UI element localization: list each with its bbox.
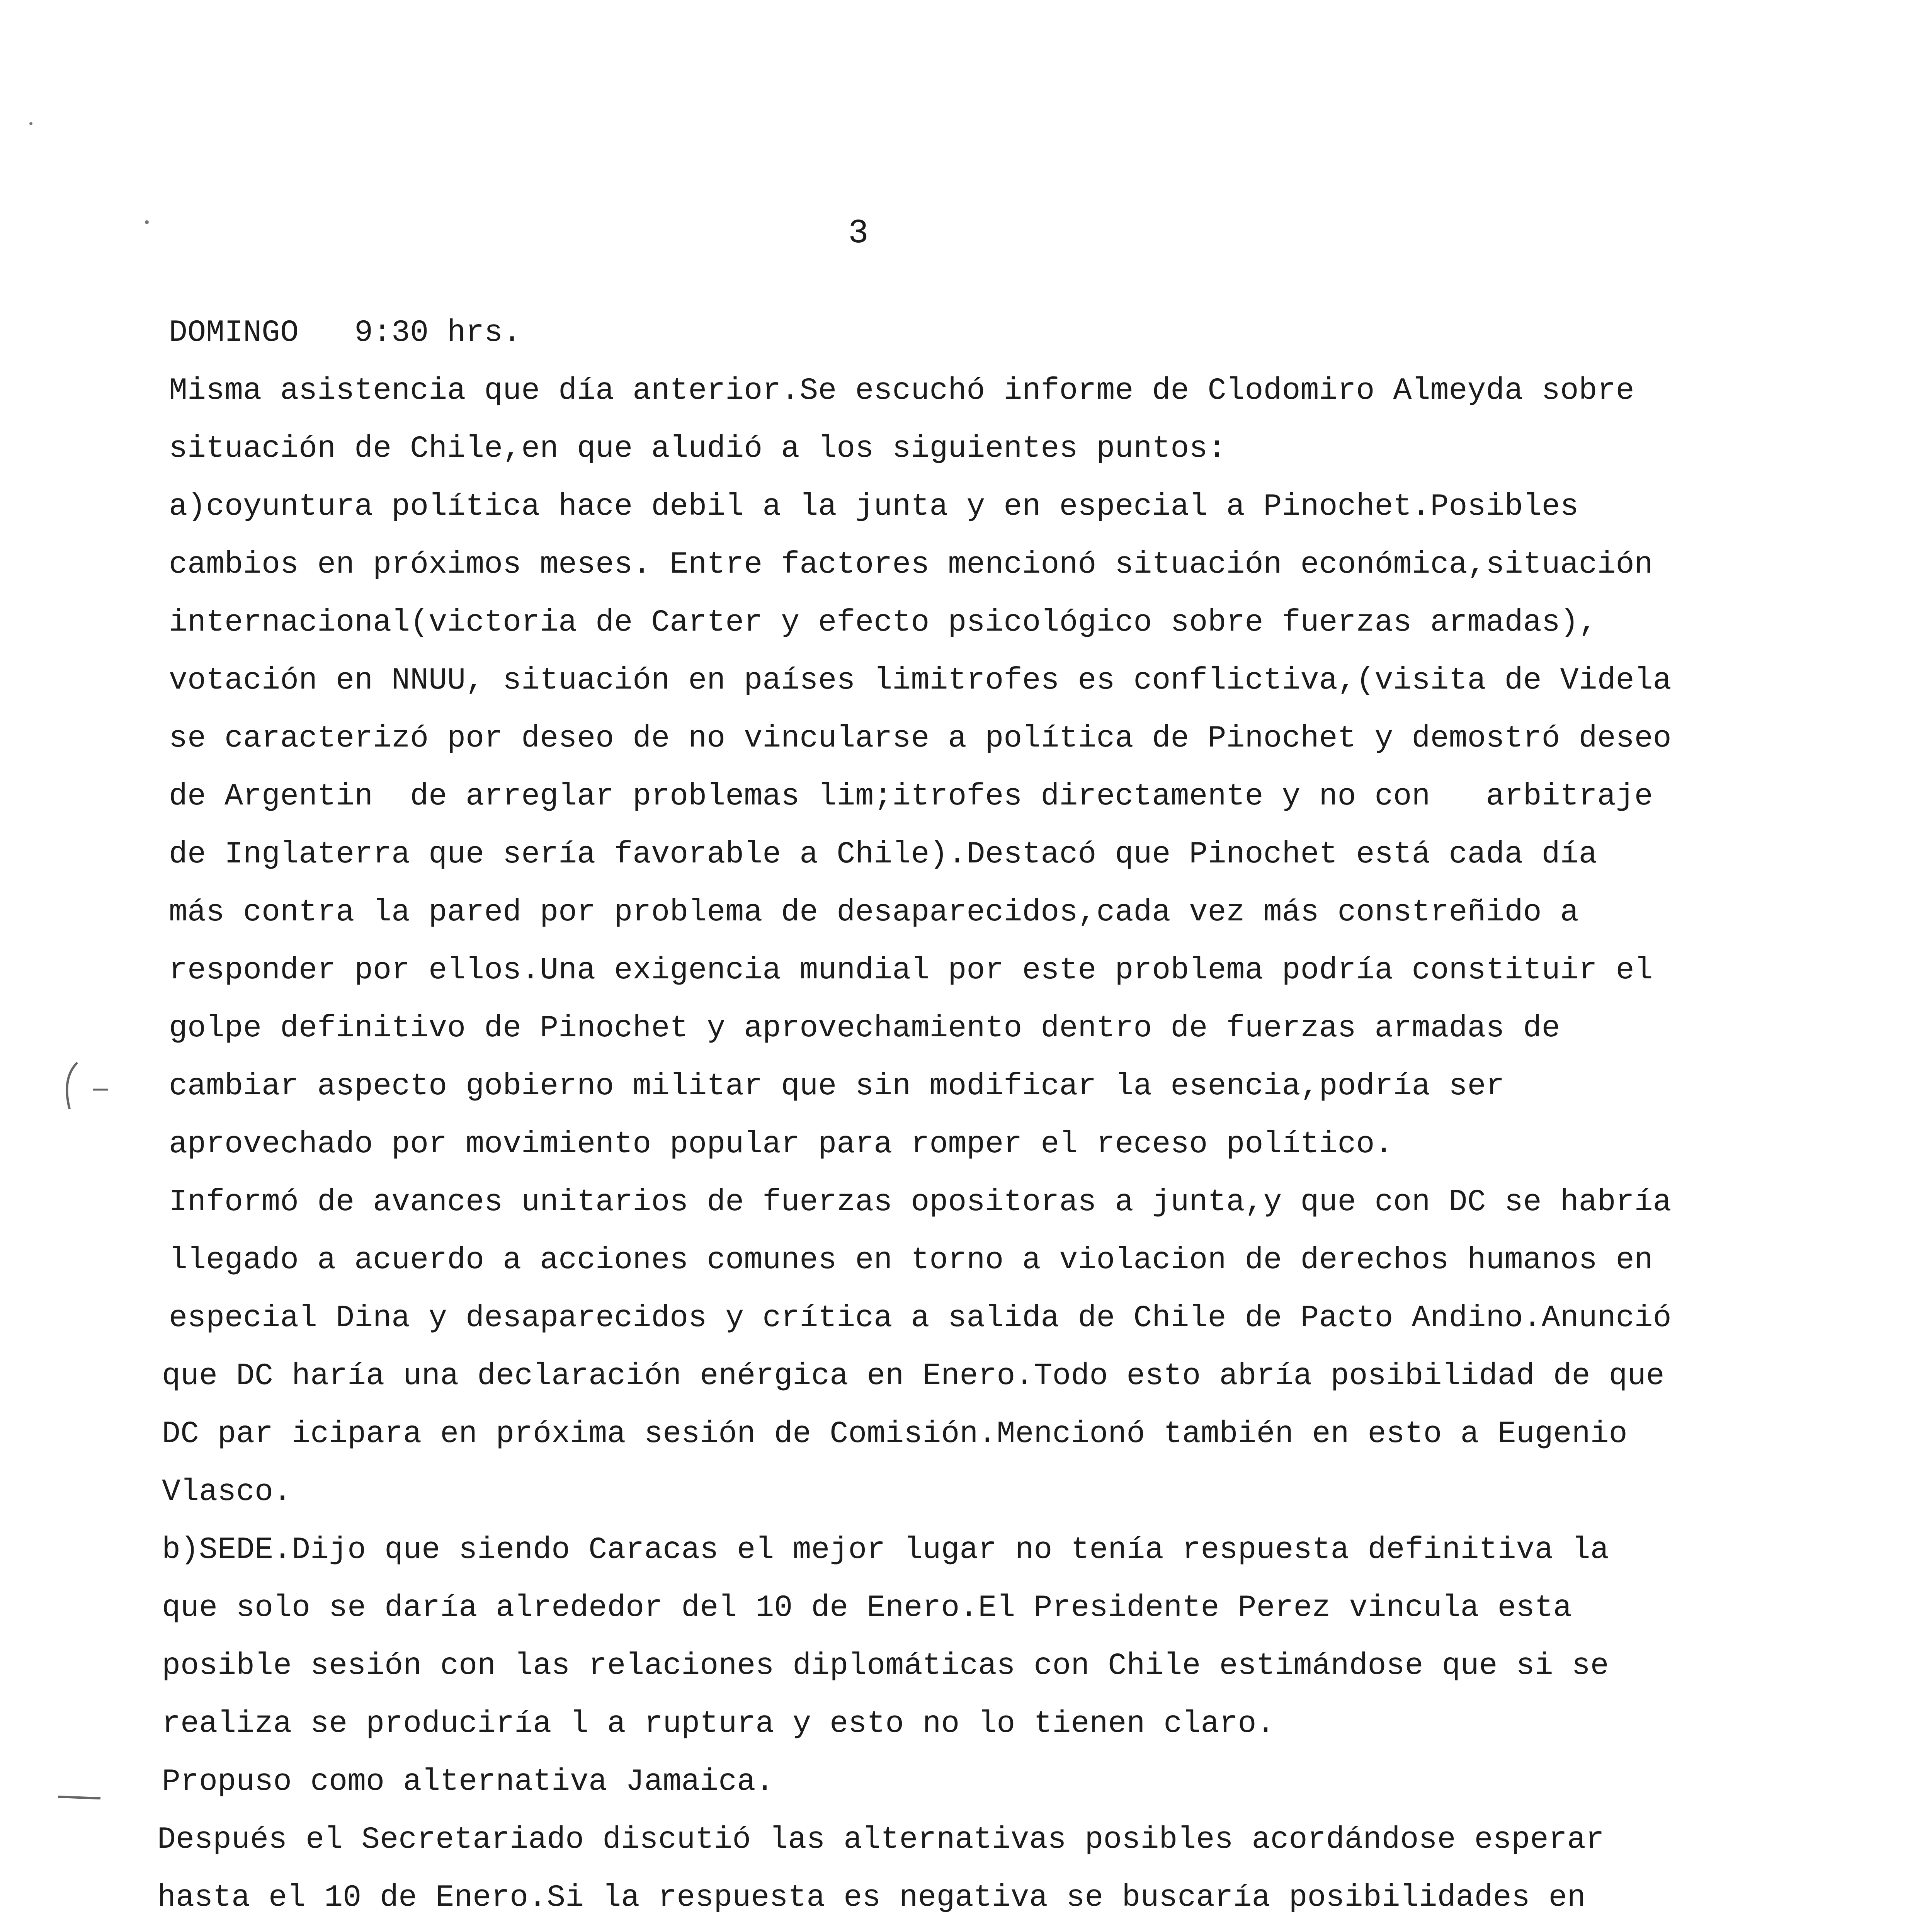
- text-line: llegado a acuerdo a acciones comunes en torno a violacion de derechos humanos en: [169, 1243, 1653, 1278]
- text-line: Propuso como alternativa Jamaica.: [162, 1764, 774, 1799]
- text-line: Misma asistencia que día anterior.Se escuchó informe de Clodomiro Almeyda sobre: [169, 373, 1634, 408]
- text-line: que solo se daría alrededor del 10 de Enero.El Presidente Perez vincula esta: [162, 1590, 1572, 1626]
- text-line: aprovechado por movimiento popular para romper el receso político.: [169, 1127, 1393, 1162]
- page-number: 3: [848, 214, 869, 253]
- text-line: especial Dina y desaparecidos y crítica a salida de Chile de Pacto Andino.Anunció: [169, 1301, 1672, 1336]
- scan-speck-mark: [139, 214, 155, 230]
- text-line: responder por ellos.Una exigencia mundial por este problema podría constituir el: [169, 953, 1653, 988]
- text-line: hasta el 10 de Enero.Si la respuesta es negativa se buscaría posibilidades en: [157, 1880, 1586, 1915]
- text-line: [157, 1927, 1932, 1932]
- margin-bracket-mark: [54, 1055, 116, 1117]
- text-line: situación de Chile,en que aludió a los siguientes puntos:: [169, 431, 1226, 466]
- text-line: posible sesión con las relaciones diplomáticas con Chile estimándose que si se: [162, 1648, 1609, 1684]
- text-line: que DC haría una declaración enérgica en Enero.Todo esto abría posibilidad de que: [162, 1359, 1665, 1394]
- text-line: DC par icipara en próxima sesión de Comisión.Mencionó también en esto a Eugenio: [162, 1417, 1628, 1452]
- text-line: se caracterizó por deseo de no vincularse a política de Pinochet y demostró deseo: [169, 721, 1672, 756]
- text-line: cambios en próximos meses. Entre factores mencionó situación económica,situación: [169, 547, 1653, 582]
- report-body: [157, 304, 1932, 1932]
- text-line: votación en NNUU, situación en países limitrofes es conflictiva,(visita de Videla: [169, 663, 1672, 698]
- margin-dash-mark: [54, 1785, 108, 1808]
- text-line: de Argentin de arreglar problemas lim;itrofes directamente y no con arbitraje: [169, 779, 1653, 814]
- text-line: golpe definitivo de Pinochet y aprovechamiento dentro de fuerzas armadas de: [169, 1011, 1560, 1046]
- scan-speck-mark: [23, 116, 39, 131]
- text-line: realiza se produciría l a ruptura y esto no lo tienen claro.: [162, 1706, 1275, 1742]
- text-line: DOMINGO 9:30 hrs.: [169, 315, 522, 350]
- text-line: Después el Secretariado discutió las alternativas posibles acordándose esperar: [157, 1822, 1604, 1857]
- text-line: a)coyuntura política hace debil a la junta y en especial a Pinochet.Posibles: [169, 489, 1579, 524]
- text-line: cambiar aspecto gobierno militar que sin modificar la esencia,podría ser: [169, 1069, 1505, 1104]
- text-line: Informó de avances unitarios de fuerzas opositoras a junta,y que con DC se habría: [169, 1185, 1672, 1220]
- text-line: de Inglaterra que sería favorable a Chile).Destacó que Pinochet está cada día: [169, 837, 1597, 872]
- text-line: más contra la pared por problema de desaparecidos,cada vez más constreñido a: [169, 895, 1579, 930]
- text-line: internacional(victoria de Carter y efecto psicológico sobre fuerzas armadas),: [169, 605, 1597, 640]
- text-line: Vlasco.: [162, 1475, 292, 1510]
- text-line: b)SEDE.Dijo que siendo Caracas el mejor lugar no tenía respuesta definitiva la: [162, 1532, 1609, 1568]
